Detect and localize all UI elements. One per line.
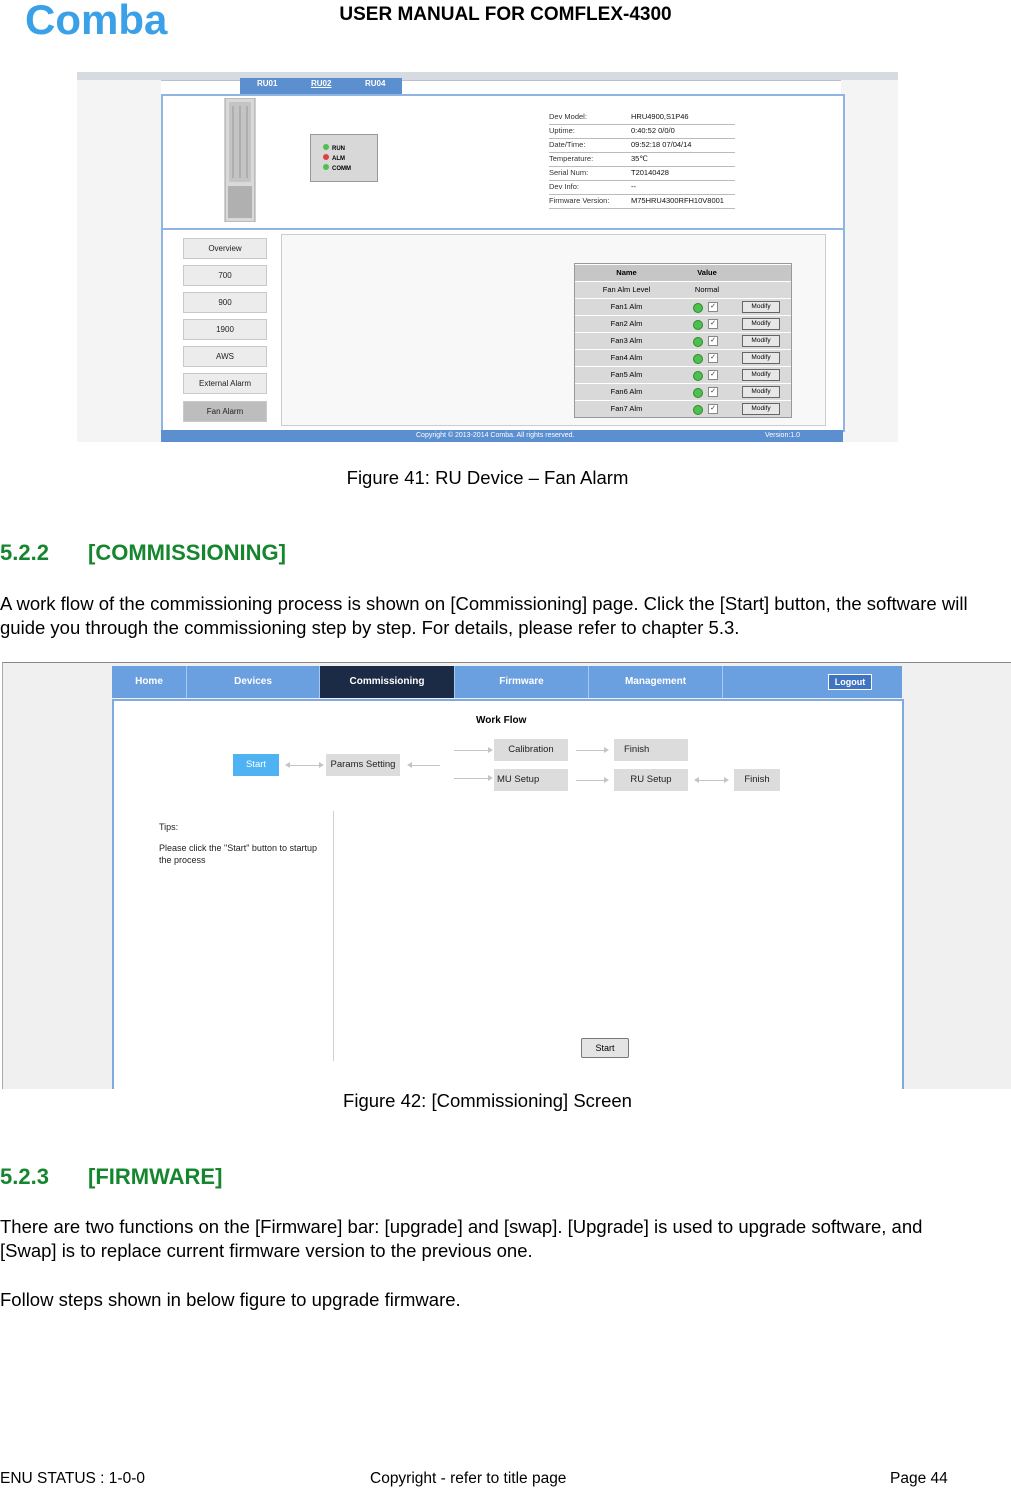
table-row: Fan4 Alm ✓ Modify: [575, 349, 791, 366]
run-label: RUN: [332, 146, 345, 152]
info-row: Temperature: 35℃: [549, 152, 735, 167]
fan-alarm-table: [574, 263, 792, 418]
status-ok-icon: [693, 303, 703, 313]
table-row: Fan5 Alm ✓ Modify: [575, 366, 791, 383]
alm-label: ALM: [332, 156, 345, 162]
checkbox[interactable]: ✓: [708, 336, 718, 346]
status-ok-icon: [693, 388, 703, 398]
arrow-left-icon: [694, 777, 699, 783]
tab-ru01[interactable]: RU01: [257, 79, 278, 88]
table-row: Fan2 Alm ✓ Modify: [575, 315, 791, 332]
table-row: Fan Alm Level Normal: [575, 281, 791, 298]
info-row: Dev Model: HRU4900,S1P46: [549, 110, 735, 125]
nav-commissioning[interactable]: Commissioning: [320, 666, 455, 698]
wf-finish-1: Finish: [614, 739, 688, 761]
device-image: [219, 98, 263, 222]
info-row: Serial Num: T20140428: [549, 166, 735, 181]
nav-external-alarm[interactable]: External Alarm: [183, 373, 267, 394]
info-row: Firmware Version: M75HRU4300RFH10V8001: [549, 194, 735, 209]
document-title: USER MANUAL FOR COMFLEX-4300: [339, 4, 672, 25]
ru-tabs: [240, 78, 402, 94]
tips-box: [159, 821, 329, 866]
table-header: Name Value: [575, 264, 791, 281]
comm-led-icon: [323, 164, 329, 170]
status-ok-icon: [693, 337, 703, 347]
copyright-bar: [161, 430, 843, 442]
arrow-right-icon: [488, 747, 493, 753]
section-heading-firmware: 5.2.3 [FIRMWARE]: [0, 1164, 223, 1189]
table-row: Fan3 Alm ✓ Modify: [575, 332, 791, 349]
nav-home[interactable]: Home: [112, 666, 187, 698]
figure-41-caption: Figure 41: RU Device – Fan Alarm: [346, 467, 629, 488]
status-ok-icon: [693, 371, 703, 381]
status-ok-icon: [693, 320, 703, 330]
modify-button[interactable]: Modify: [742, 352, 780, 364]
tips-text: Please click the "Start" button to startup the process: [159, 843, 317, 865]
wf-mu-setup: MU Setup: [494, 769, 568, 791]
tab-ru02[interactable]: RU02: [311, 79, 332, 88]
comm-label: COMM: [332, 166, 351, 172]
checkbox[interactable]: ✓: [708, 370, 718, 380]
workflow-title: Work Flow: [476, 715, 527, 726]
commissioning-paragraph: A work flow of the commissioning process is shown on [Commissioning] page. Click the [Start] button, the software will guide you through the commissioning step by step. For details, please refer to chapter 5.3.: [0, 593, 968, 638]
modify-button[interactable]: Modify: [742, 386, 780, 398]
commissioning-panel: [112, 699, 904, 1089]
nav-firmware[interactable]: Firmware: [455, 666, 589, 698]
nav-fan-alarm[interactable]: Fan Alarm: [183, 401, 267, 422]
checkbox[interactable]: ✓: [708, 302, 718, 312]
table-row: Fan6 Alm ✓ Modify: [575, 383, 791, 400]
checkbox[interactable]: ✓: [708, 319, 718, 329]
modify-button[interactable]: Modify: [742, 318, 780, 330]
info-row: Date/Time: 09:52:18 07/04/14: [549, 138, 735, 153]
info-row: Dev Info: --: [549, 180, 735, 195]
nav-900[interactable]: 900: [183, 292, 267, 313]
checkbox[interactable]: ✓: [708, 387, 718, 397]
wf-ru-setup: RU Setup: [614, 769, 688, 791]
checkbox[interactable]: ✓: [708, 404, 718, 414]
wf-calibration: Calibration: [494, 739, 568, 761]
modify-button[interactable]: Modify: [742, 301, 780, 313]
fan-alarm-panel: [161, 228, 845, 432]
arrow-right-icon: [724, 777, 729, 783]
nav-devices[interactable]: Devices: [187, 666, 320, 698]
main-nav: [112, 666, 902, 698]
footer-page-number: Page 44: [890, 1470, 948, 1487]
alm-led-icon: [323, 154, 329, 160]
footer-status: ENU STATUS : 1-0-0: [0, 1470, 145, 1487]
nav-management[interactable]: Management: [589, 666, 723, 698]
browser-toolbar: [77, 72, 898, 81]
nav-aws[interactable]: AWS: [183, 346, 267, 367]
figure-42-caption: Figure 42: [Commissioning] Screen: [343, 1090, 632, 1111]
info-row: Uptime: 0:40:52 0/0/0: [549, 124, 735, 139]
modify-button[interactable]: Modify: [742, 335, 780, 347]
table-row: Fan1 Alm ✓ Modify: [575, 298, 791, 315]
logo-text: Comba: [25, 0, 168, 42]
wf-start: Start: [233, 754, 279, 776]
arrow-right-icon: [319, 762, 324, 768]
nav-overview[interactable]: Overview: [183, 238, 267, 259]
start-button[interactable]: Start: [581, 1038, 629, 1058]
copyright-text: Copyright © 2013-2014 Comba. All rights reserved.: [416, 432, 575, 439]
status-led-panel: [310, 134, 378, 182]
wf-params-setting: Params Setting: [326, 754, 400, 776]
tips-title: Tips:: [159, 822, 179, 832]
arrow-right-icon: [604, 777, 609, 783]
footer-copyright: Copyright - refer to title page: [370, 1470, 567, 1487]
status-ok-icon: [693, 405, 703, 415]
firmware-paragraph-1: There are two functions on the [Firmware] bar: [upgrade] and [swap]. [Upgrade] is used to upgrade software, and [Swap] is to replace current firmware version to the previous one.: [0, 1216, 923, 1261]
status-ok-icon: [693, 354, 703, 364]
wf-finish-2: Finish: [734, 769, 780, 791]
arrow-right-icon: [604, 747, 609, 753]
logout-button[interactable]: Logout: [828, 674, 872, 690]
figure-41-screenshot: [77, 72, 898, 442]
tab-ru04[interactable]: RU04: [365, 79, 386, 88]
nav-1900[interactable]: 1900: [183, 319, 267, 340]
modify-button[interactable]: Modify: [742, 369, 780, 381]
device-summary-panel: [161, 94, 845, 230]
run-led-icon: [323, 144, 329, 150]
arrow-left-icon: [285, 762, 290, 768]
firmware-paragraph-2: Follow steps shown in below figure to upgrade firmware.: [0, 1289, 461, 1310]
section-heading-commissioning: 5.2.2 [COMMISSIONING]: [0, 540, 286, 565]
arrow-right-icon: [488, 775, 493, 781]
modify-button[interactable]: Modify: [742, 403, 780, 415]
content-area: [281, 234, 826, 426]
arrow-left-icon: [407, 762, 412, 768]
checkbox[interactable]: ✓: [708, 353, 718, 363]
table-row: Fan7 Alm ✓ Modify: [575, 400, 791, 417]
nav-700[interactable]: 700: [183, 265, 267, 286]
version-text: Version:1.0: [765, 432, 801, 439]
figure-42-screenshot: [2, 662, 1011, 1089]
